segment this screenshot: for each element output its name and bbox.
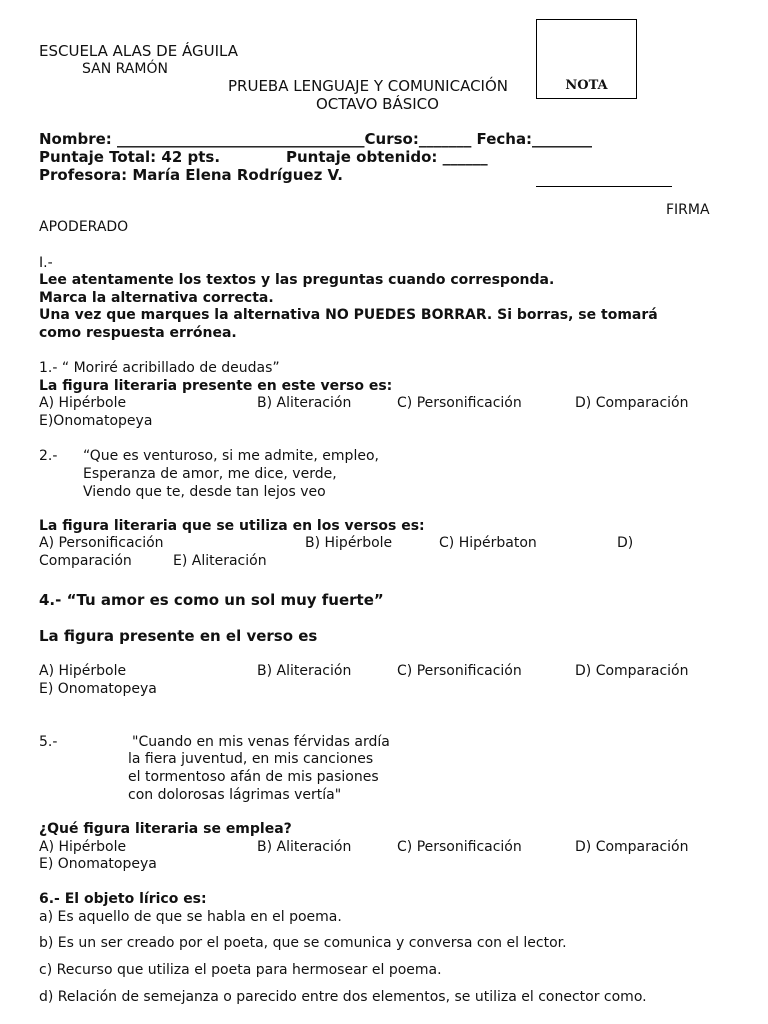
q2-option-d[interactable]: D) xyxy=(617,535,634,551)
q5-verse: "Cuando en mis venas férvidas ardía xyxy=(132,734,390,750)
guardian-label: APODERADO xyxy=(39,219,129,235)
q6-option-d[interactable]: d) Relación de semejanza o parecido entre dos elementos, se utiliza el conector como. xyxy=(39,989,647,1005)
q4-option-d[interactable]: D) Comparación xyxy=(575,663,689,679)
q6-option-a[interactable]: a) Es aquello de que se habla en el poema. xyxy=(39,909,342,925)
instruction-line: Una vez que marques la alternativa NO PUEDES BORRAR. Si borras, se tomará xyxy=(39,307,658,323)
instruction-line: como respuesta errónea. xyxy=(39,325,237,341)
grade-box-label: NOTA xyxy=(565,78,608,93)
instruction-line: Lee atentamente los textos y las preguntas cuando corresponda. xyxy=(39,272,555,288)
q6-option-b[interactable]: b) Es un ser creado por el poeta, que se comunica y conversa con el lector. xyxy=(39,935,567,951)
total-score: Puntaje Total: 42 pts. xyxy=(39,148,221,166)
q1-option-d[interactable]: D) Comparación xyxy=(575,395,689,411)
teacher-name: Profesora: María Elena Rodríguez V. xyxy=(39,166,343,184)
test-grade: OCTAVO BÁSICO xyxy=(316,95,439,113)
q2-option-a[interactable]: A) Personificación xyxy=(39,535,164,551)
school-name: ESCUELA ALAS DE ÁGUILA xyxy=(39,42,238,60)
q4-verse: 4.- “Tu amor es como un sol muy fuerte” xyxy=(39,591,384,609)
q5-option-a[interactable]: A) Hipérbole xyxy=(39,839,127,855)
q5-verse: el tormentoso afán de mis pasiones xyxy=(128,769,379,785)
q2-option-b[interactable]: B) Hipérbole xyxy=(305,535,393,551)
q6-option-c[interactable]: c) Recurso que utiliza el poeta para hermosear el poema. xyxy=(39,962,442,978)
q4-option-e[interactable]: E) Onomatopeya xyxy=(39,681,157,697)
q5-option-b[interactable]: B) Aliteración xyxy=(257,839,352,855)
q2-option-e[interactable]: E) Aliteración xyxy=(173,553,267,569)
q5-option-d[interactable]: D) Comparación xyxy=(575,839,689,855)
instruction-line: Marca la alternativa correcta. xyxy=(39,290,274,306)
q2-option-d-text[interactable]: Comparación xyxy=(39,553,132,569)
q4-option-b[interactable]: B) Aliteración xyxy=(257,663,352,679)
school-city: SAN RAMÓN xyxy=(82,61,168,77)
q4-option-a[interactable]: A) Hipérbole xyxy=(39,663,127,679)
test-title: PRUEBA LENGUAJE Y COMUNICACIÓN xyxy=(228,77,509,95)
q6-question: 6.- El objeto lírico es: xyxy=(39,891,207,907)
student-name-field[interactable]: Nombre: _________________________________Curso:_______ Fecha:________ xyxy=(39,130,593,148)
q5-verse: con dolorosas lágrimas vertía" xyxy=(128,787,342,803)
q2-verse: “Que es venturoso, si me admite, empleo, xyxy=(83,448,379,464)
grade-box[interactable] xyxy=(536,19,637,99)
q2-number: 2.- xyxy=(39,448,58,464)
q5-question: ¿Qué figura literaria se emplea? xyxy=(39,821,292,837)
q5-option-e[interactable]: E) Onomatopeya xyxy=(39,856,157,872)
q1-option-a[interactable]: A) Hipérbole xyxy=(39,395,127,411)
signature-line xyxy=(536,186,672,187)
q5-verse: la fiera juventud, en mis canciones xyxy=(128,751,374,767)
q5-option-c[interactable]: C) Personificación xyxy=(397,839,522,855)
q1-option-b[interactable]: B) Aliteración xyxy=(257,395,352,411)
q2-verse: Esperanza de amor, me dice, verde, xyxy=(83,466,337,482)
q1-verse: 1.- “ Moriré acribillado de deudas” xyxy=(39,360,280,376)
q5-number: 5.- xyxy=(39,734,58,750)
q1-option-e[interactable]: E)Onomatopeya xyxy=(39,413,153,429)
section-number: I.- xyxy=(39,255,53,271)
q4-question: La figura presente en el verso es xyxy=(39,627,318,645)
q1-option-c[interactable]: C) Personificación xyxy=(397,395,522,411)
obtained-score-field[interactable]: Puntaje obtenido: ______ xyxy=(286,148,488,166)
q2-verse: Viendo que te, desde tan lejos veo xyxy=(83,484,326,500)
q2-question: La figura literaria que se utiliza en los versos es: xyxy=(39,518,425,534)
q1-question: La figura literaria presente en este verso es: xyxy=(39,378,393,394)
q2-option-c[interactable]: C) Hipérbaton xyxy=(439,535,537,551)
q4-option-c[interactable]: C) Personificación xyxy=(397,663,522,679)
signature-label: FIRMA xyxy=(666,202,710,218)
